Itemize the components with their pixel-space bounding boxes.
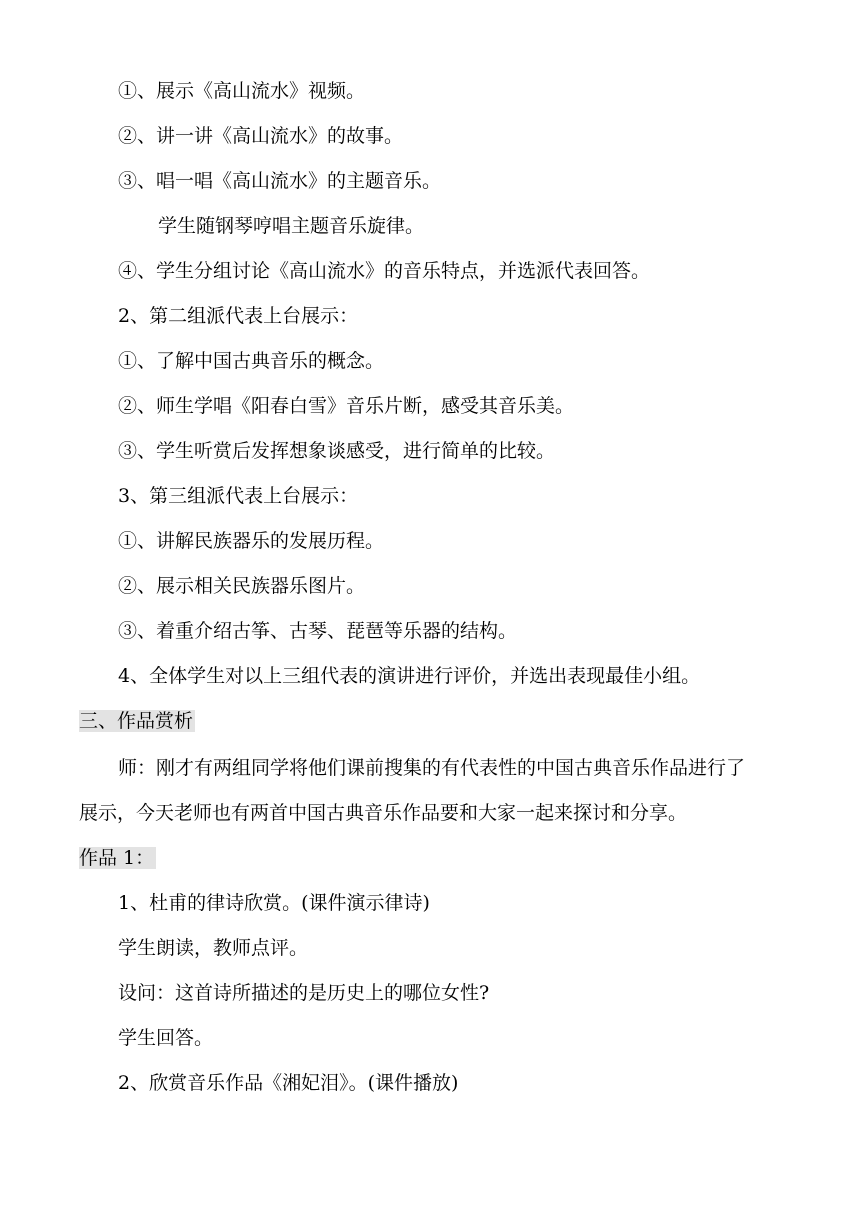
list-item: ②、师生学唱《阳春白雪》音乐片断，感受其音乐美。 (118, 395, 575, 417)
list-item: ④、学生分组讨论《高山流水》的音乐特点，并选派代表回答。 (118, 260, 651, 282)
list-item: ③、学生听赏后发挥想象谈感受，进行简单的比较。 (118, 440, 556, 462)
paragraph: 学生随钢琴哼唱主题音乐旋律。 (158, 215, 425, 237)
list-item: ①、展示《高山流水》视频。 (118, 80, 366, 102)
list-item: 1、杜甫的律诗欣赏。(课件演示律诗) (118, 892, 430, 914)
list-item: 2、欣赏音乐作品《湘妃泪》。(课件播放) (118, 1072, 459, 1094)
list-item: ①、讲解民族器乐的发展历程。 (118, 530, 385, 552)
list-item: 4、全体学生对以上三组代表的演讲进行评价，并选出表现最佳小组。 (118, 665, 701, 687)
paragraph: 师：刚才有两组同学将他们课前搜集的有代表性的中国古典音乐作品进行了 (118, 757, 746, 779)
section-heading (79, 709, 195, 733)
list-item: ③、唱一唱《高山流水》的主题音乐。 (118, 170, 442, 192)
list-item: 2、第二组派代表上台展示： (118, 305, 359, 327)
paragraph: 展示，今天老师也有两首中国古典音乐作品要和大家一起来探讨和分享。 (79, 802, 688, 824)
list-item: ①、了解中国古典音乐的概念。 (118, 350, 385, 372)
list-item: 3、第三组派代表上台展示： (118, 485, 359, 507)
list-item: ②、展示相关民族器乐图片。 (118, 575, 366, 597)
subheading-text: 作品 1： (79, 847, 155, 869)
subheading (79, 846, 156, 870)
paragraph: 学生朗读，教师点评。 (118, 937, 309, 959)
heading-text: 三、作品赏析 (79, 710, 194, 732)
list-item: ③、着重介绍古筝、古琴、琵琶等乐器的结构。 (118, 620, 518, 642)
paragraph: 学生回答。 (118, 1027, 214, 1049)
list-item: ②、讲一讲《高山流水》的故事。 (118, 125, 404, 147)
paragraph: 设问：这首诗所描述的是历史上的哪位女性? (118, 982, 490, 1004)
